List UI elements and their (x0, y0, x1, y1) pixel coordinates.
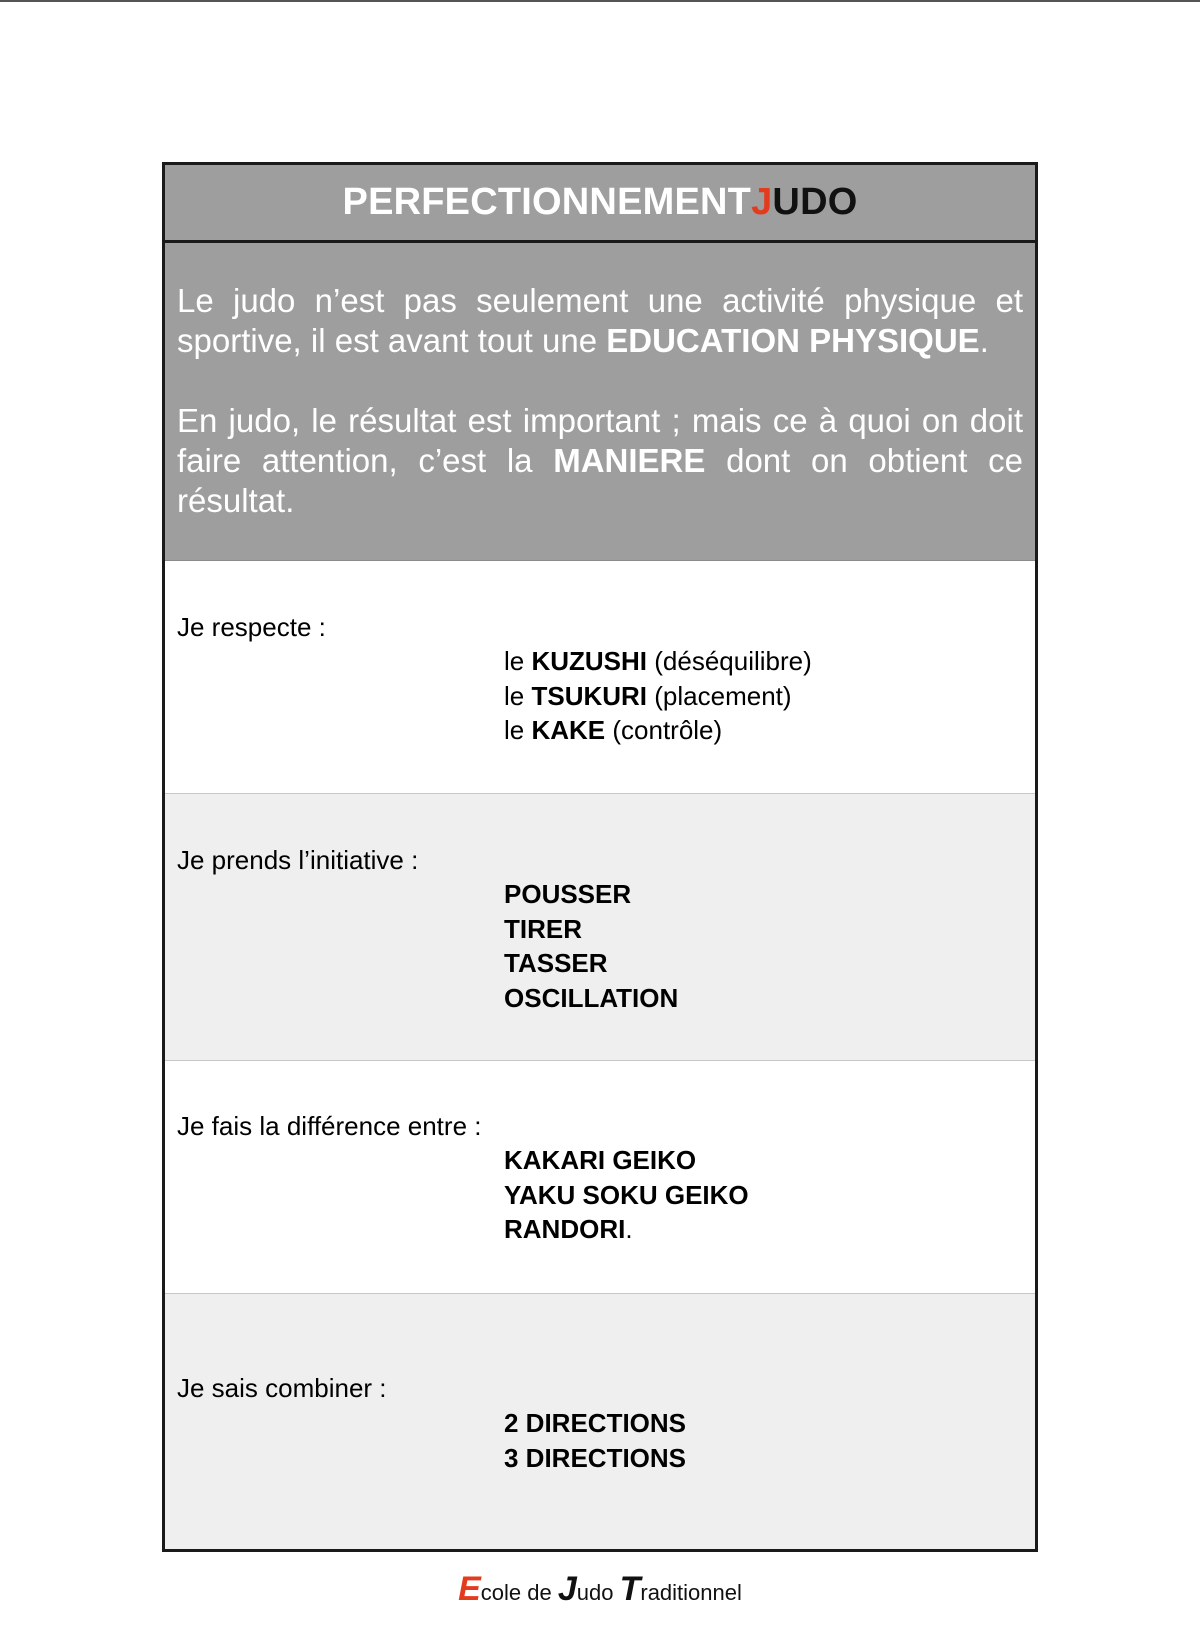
section-label: Je respecte : (177, 612, 326, 642)
footer-letter-j: J (557, 1570, 577, 1608)
section-label: Je prends l’initiative : (177, 845, 419, 875)
intro-p2-bold: MANIERE (553, 442, 706, 479)
section-respect (165, 561, 1035, 794)
section-initiative (165, 794, 1035, 1061)
item-prefix: le (504, 715, 532, 745)
section-items (504, 1143, 749, 1247)
footer-letter-t: T (619, 1570, 641, 1608)
list-item: OSCILLATION (504, 982, 679, 1013)
list-item: YAKU SOKU GEIKO (504, 1179, 749, 1210)
section-items (504, 644, 812, 748)
footer-text-j: udo (576, 1580, 620, 1605)
list-item (504, 713, 812, 748)
item-term: RANDORI (504, 1214, 626, 1244)
footer-text-t: raditionnel (640, 1580, 742, 1605)
list-item: 3 DIRECTIONS (504, 1442, 687, 1473)
title-accent-letter: J (751, 181, 773, 223)
item-term: TSUKURI (531, 680, 648, 711)
list-item (504, 1212, 749, 1247)
section-combine (165, 1294, 1035, 1552)
section-items (504, 1406, 686, 1475)
title-rest: UDO (772, 181, 858, 223)
item-prefix: le (504, 646, 532, 676)
list-item: TASSER (504, 948, 608, 978)
top-rule (0, 0, 1200, 2)
section-label: Je sais combiner : (177, 1373, 387, 1403)
list-item (504, 644, 812, 679)
item-suffix: (déséquilibre) (647, 646, 812, 676)
intro-paragraph-2 (177, 401, 1023, 521)
list-item: TIRER (504, 913, 582, 944)
item-prefix: le (504, 680, 532, 711)
section-items (504, 877, 678, 1015)
card-title (165, 165, 1035, 243)
section-difference (165, 1061, 1035, 1294)
intro-p2-end: dont on obtient ce résultat. (177, 442, 1023, 519)
list-item: KAKARI GEIKO (504, 1145, 697, 1175)
list-item (504, 679, 812, 714)
judo-info-card (162, 162, 1038, 1552)
item-suffix: (contrôle) (605, 715, 723, 745)
footer-letter-e: E (458, 1570, 481, 1608)
list-item: 2 DIRECTIONS (504, 1408, 687, 1438)
title-main: PERFECTIONNEMENT (342, 181, 752, 223)
item-suffix: . (625, 1214, 633, 1244)
footer-school-name (0, 1570, 1200, 1609)
item-term: KUZUSHI (531, 646, 648, 676)
item-term: KAKE (531, 715, 606, 745)
intro-p1-bold: EDUCATION PHYSIQUE (606, 322, 980, 359)
intro-p1-end: . (979, 322, 989, 359)
section-label: Je fais la différence entre : (177, 1111, 482, 1141)
intro-paragraph-1 (177, 281, 1023, 361)
intro-block (165, 243, 1035, 561)
item-suffix: (placement) (647, 680, 792, 711)
list-item: POUSSER (504, 879, 632, 909)
intro-p2-text: En judo, le résultat est important ; mais ce à quoi on doit faire attention, c’est la (177, 402, 1023, 479)
footer-text-e: cole de (480, 1580, 558, 1605)
intro-p1-text: Le judo n’est pas seulement une activité physique et sportive, il est avant tout une (177, 282, 1023, 359)
